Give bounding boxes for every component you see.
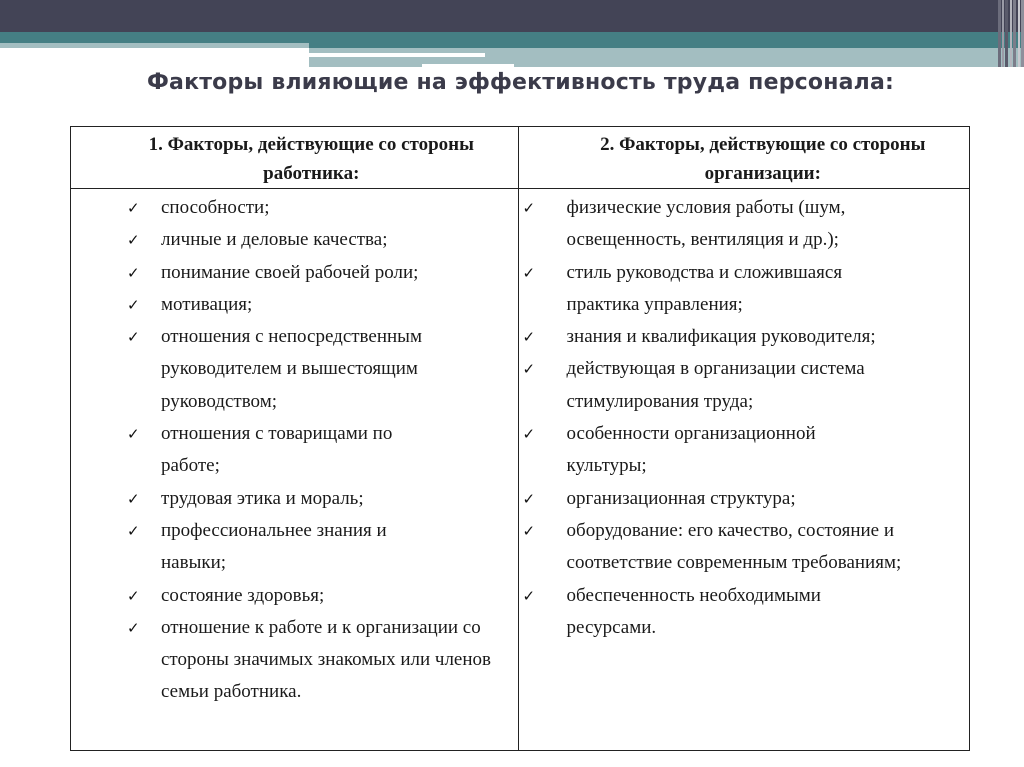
header-band-light-right (309, 48, 1024, 67)
list-item (523, 515, 959, 580)
list-item (523, 192, 959, 257)
list-item-text: отношение к работе и к организации со стороны значимых знакомых или членов семьи работника. (161, 616, 492, 703)
checkmark-icon: ✓ (127, 263, 140, 282)
checkmark-icon: ✓ (522, 263, 536, 282)
checkmark-icon: ✓ (522, 521, 536, 540)
list-item-text: обеспеченность необходимыми ресурсами. (566, 584, 821, 638)
checkmark-icon: ✓ (522, 586, 536, 605)
list-item (127, 418, 508, 483)
checkmark-icon: ✓ (127, 328, 140, 347)
list-item-text: физические условия работы (шум, освещенность, вентиляция и др.); (566, 197, 846, 251)
checkmark-icon: ✓ (127, 295, 140, 314)
list-item (523, 580, 959, 645)
list-item-text: отношения с непосредственным руководителем и вышестоящим руководством; (161, 326, 422, 412)
list-item (127, 580, 508, 612)
list-item (523, 483, 959, 515)
list-item (127, 483, 508, 515)
factors-table (70, 126, 970, 751)
table-body-row (71, 189, 970, 751)
checkmark-icon: ✓ (522, 199, 536, 217)
list-item (127, 612, 508, 709)
header-band-dark (0, 0, 1024, 32)
header-band-light-left (0, 43, 309, 48)
list-item (127, 515, 508, 580)
list-item-text: действующая в организации система стимулирования труда; (566, 358, 865, 412)
list-item-text: трудовая этика и мораль; (161, 487, 364, 509)
header-stripes-decoration (998, 0, 1024, 67)
checkmark-icon: ✓ (127, 231, 140, 250)
header-white-line (309, 53, 485, 57)
list-item (127, 321, 508, 418)
checkmark-icon: ✓ (127, 521, 140, 540)
table-header-row (71, 127, 970, 189)
checkmark-icon: ✓ (522, 425, 536, 444)
list-item-text: мотивация; (161, 293, 253, 315)
list-item-text: понимание своей рабочей роли; (161, 261, 419, 283)
list-item-text: профессиональнее знания и навыки; (161, 519, 387, 574)
checkmark-icon: ✓ (127, 425, 140, 444)
column-header-organization: 2. Факторы, действующие со стороны организации: (518, 127, 969, 189)
checkmark-icon: ✓ (127, 199, 140, 217)
employee-factors-cell (71, 189, 519, 751)
list-item-text: особенности организационной культуры; (566, 423, 816, 477)
list-item (127, 192, 508, 224)
list-item-text: стиль руководства и сложившаяся практика управления; (566, 261, 843, 315)
list-item (523, 418, 959, 483)
checkmark-icon: ✓ (522, 489, 536, 508)
checkmark-icon: ✓ (522, 360, 536, 379)
list-item-text: личные и деловые качества; (161, 229, 388, 251)
list-item-text: отношения с товарищами по работе; (161, 423, 393, 477)
list-item (523, 353, 959, 418)
list-item-text: организационная структура; (566, 487, 796, 509)
header-white-tab (422, 64, 514, 68)
list-item-text: способности; (161, 197, 270, 218)
employee-factors-list (127, 192, 508, 709)
checkmark-icon: ✓ (522, 328, 536, 347)
organization-factors-list (523, 192, 959, 644)
list-item-text: знания и квалификация руководителя; (566, 326, 876, 348)
list-item (523, 257, 959, 322)
list-item (523, 321, 959, 353)
list-item (127, 224, 508, 256)
checkmark-icon: ✓ (127, 489, 140, 508)
slide-title: Факторы влияющие на эффективность труда персонала: (147, 70, 894, 95)
list-item-text: состояние здоровья; (161, 584, 325, 606)
list-item-text: оборудование: его качество, состояние и соответствие современным требованиям; (566, 519, 902, 574)
checkmark-icon: ✓ (127, 586, 140, 605)
organization-factors-cell (518, 189, 969, 751)
list-item (127, 257, 508, 289)
checkmark-icon: ✓ (127, 618, 140, 637)
list-item (127, 289, 508, 321)
column-header-employee: 1. Факторы, действующие со стороны работника: (71, 127, 519, 189)
